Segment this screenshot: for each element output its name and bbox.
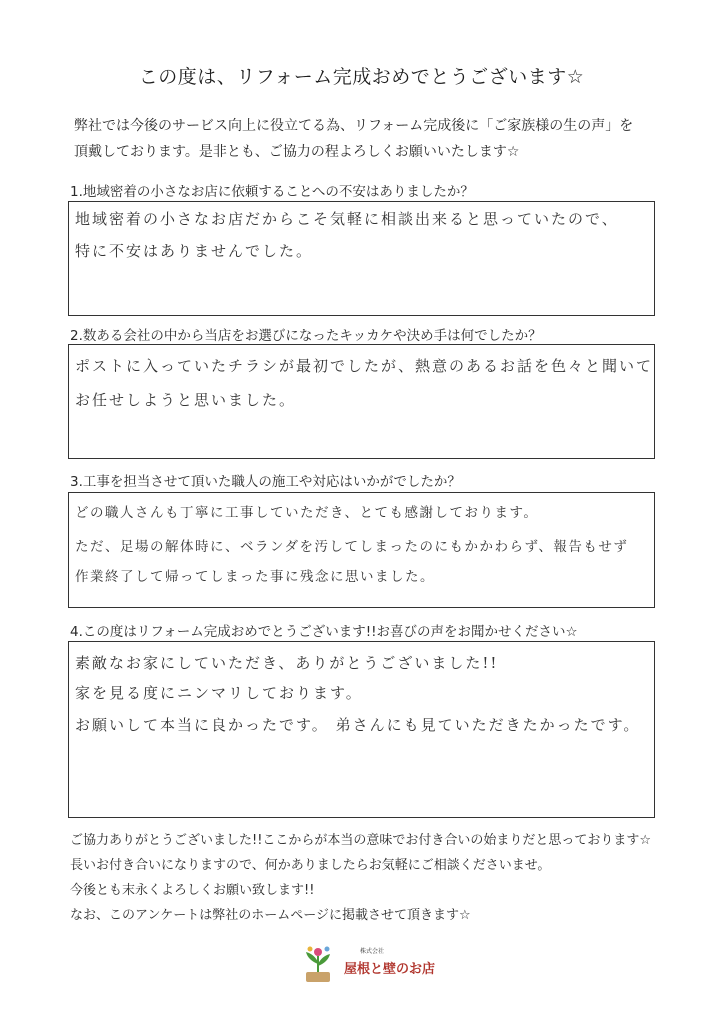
intro-text — [74, 113, 674, 165]
answer-line: ポストに入っていたチラシが最初でしたが、熱意のあるお話を色々と聞いて — [75, 357, 654, 375]
logo-company-type: 株式会社 — [360, 948, 385, 955]
company-logo — [296, 944, 436, 984]
answer-line: 地域密着の小さなお店だからこそ気軽に相談出来ると思っていたので、 — [75, 210, 619, 228]
question-4-label: 4.この度はリフォーム完成おめでとうございます!!お喜びの声をお聞かせください☆ — [70, 624, 578, 640]
closing-line: 今後とも末永くよろしくお願い致します!! — [70, 883, 315, 898]
closing-line: 長いお付き合いになりますので、何かありましたらお気軽にご相談くださいませ。 — [70, 858, 551, 873]
question-4-answer-box — [68, 641, 655, 818]
question-1-answer-box — [68, 201, 655, 316]
answer-line: 作業終了して帰ってしまった事に残念に思いました。 — [75, 569, 435, 585]
answer-line: 特に不安はありませんでした。 — [75, 242, 314, 260]
logo-company-name: 屋根と壁のお店 — [344, 962, 436, 977]
question-2-label: 2.数ある会社の中から当店をお選びになったキッカケや決め手は何でしたか？ — [70, 328, 542, 344]
closing-message — [70, 828, 651, 928]
answer-line: どの職人さんも丁寧に工事していただき、とても感謝しております。 — [75, 505, 539, 521]
intro-line-2: 頂戴しております。是非とも、ご協力の程よろしくお願いいたします☆ — [74, 144, 520, 160]
question-1-label: 1.地域密着の小さなお店に依頼することへの不安はありましたか？ — [70, 184, 474, 200]
intro-line-1: 弊社では今後のサービス向上に役立てる為、リフォーム完成後に「ご家族様の生の声」を — [74, 118, 634, 134]
flower-pot-icon — [296, 944, 340, 984]
answer-line: お任せしようと思いました。 — [75, 391, 297, 409]
closing-line: ご協力ありがとうございました!!ここからが本当の意味でお付き合いの始まりだと思っております☆ — [70, 833, 652, 848]
answer-line: 素敵なお家にしていただき、ありがとうございました!! — [75, 654, 499, 672]
answer-line: ただ、足場の解体時に、ベランダを汚してしまったのにもかかわらず、報告もせず — [75, 539, 629, 555]
answer-line: お願いして本当に良かったです。 弟さんにも見ていただきたかったです。 — [75, 716, 641, 734]
closing-line: なお、このアンケートは弊社のホームページに掲載させて頂きます☆ — [70, 908, 471, 923]
question-3-answer-box — [68, 492, 655, 608]
page-title: この度は、リフォーム完成おめでとうございます☆ — [138, 66, 585, 88]
question-3-label: 3.工事を担当させて頂いた職人の施工や対応はいかがでしたか？ — [70, 474, 461, 490]
question-2-answer-box — [68, 344, 655, 459]
answer-line: 家を見る度にニンマリしております。 — [75, 684, 363, 702]
